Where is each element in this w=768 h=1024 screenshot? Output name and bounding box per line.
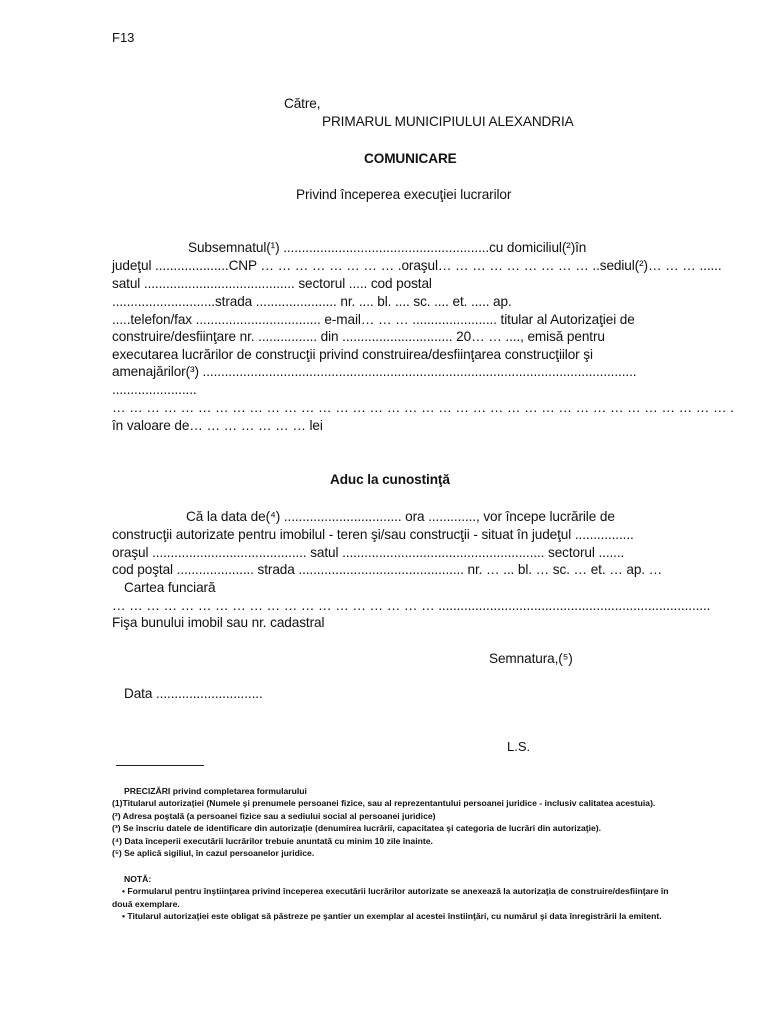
section1-line: ............................strada ...................... nr. .... bl. .... sc. .... et. ..... ap. bbox=[112, 294, 512, 309]
section2-line: … … … … … … … … … … … … … … … … … … … .......................................................................... bbox=[112, 598, 711, 613]
section2-line: oraşul .......................................... satul ....................................................... sectorul ....... bbox=[112, 545, 625, 560]
section1-line: satul ......................................... sectorul ..... cod postal bbox=[112, 276, 432, 291]
addressee-name: PRIMARUL MUNICIPIULUI ALEXANDRIA bbox=[322, 114, 574, 129]
nota-item: două exemplare. bbox=[112, 898, 180, 909]
section1-line: în valoare de… … … … … … … lei bbox=[112, 418, 323, 433]
date-label: Data ............................. bbox=[124, 686, 263, 701]
section2-line: Fişa bunului imobil sau nr. cadastral bbox=[112, 615, 325, 630]
document-title: COMUNICARE bbox=[364, 151, 457, 166]
section1-line: .....telefon/fax .................................. e-mail… … … ....................... titular al Autorizaţiei de bbox=[112, 312, 635, 327]
section2-title: Aduc la cunostinţă bbox=[330, 472, 450, 487]
section1-line: judeţul ....................CNP … … … … … … … … .oraşul… … … … … … … … … ..sediul(²)… … … ...... bbox=[112, 258, 722, 273]
precizari-item: (⁵) Se aplică sigiliul, în cazul persoanelor juridice. bbox=[112, 848, 315, 859]
section1-line: ....................... bbox=[112, 382, 197, 397]
section1-line: executarea lucrărilor de construcţii privind construirea/desfiinţarea construcţiilor şi bbox=[112, 347, 593, 362]
ls-label: L.S. bbox=[507, 739, 531, 754]
precizari-item: (²) Adresa poştală (a persoanei fizice sau a sediului social al persoanei juridice) bbox=[112, 810, 436, 821]
precizari-item: (⁴) Data începerii executării lucrărilor trebuie anuntată cu minim 10 zile înainte. bbox=[112, 835, 433, 846]
precizari-item: (³) Se înscriu datele de identificare din autorizaţie (denumirea lucrării, capacitatea şi categoria de lucrări din autorizaţie). bbox=[112, 823, 602, 834]
section2-line: construcţii autorizate pentru imobilul - teren şi/sau construcţii - situat în judeţul ................ bbox=[112, 527, 634, 542]
signature-label: Semnatura,(⁵) bbox=[489, 651, 573, 666]
nota-title: NOTĂ: bbox=[124, 874, 152, 884]
section1-line: … … … … … … … … … … … … … … … … … … … … … … … … … … … … … … … … … … … … . bbox=[112, 400, 734, 415]
form-code: F13 bbox=[112, 30, 135, 45]
nota-item: • Titularul autorizaţiei este obligat să păstreze pe şantier un exemplar al acestei înstiinţări, cu numărul şi data înregistrării la emitent. bbox=[122, 911, 662, 922]
nota-item: • Formularul pentru înştiinţarea privind începerea executării lucrărilor autorizate se anexează la autorizaţia de construire/desfiinţare în bbox=[122, 886, 669, 897]
section2-line: Că la data de(⁴) ................................ ora ............., vor începe lucrările de bbox=[186, 509, 615, 524]
section2-line: cod poştal ..................... strada ............................................. nr. … ... bl. … sc. … et. … ap. … bbox=[112, 562, 663, 577]
precizari-item: (1)Titularul autorizaţiei (Numele şi prenumele persoanei fizice, sau al reprezentantului persoanei juridice - inclusiv calitatea acestuia). bbox=[112, 798, 656, 809]
addressee-to: Către, bbox=[284, 96, 321, 111]
footnote-separator bbox=[116, 765, 204, 766]
section1-line: construire/desfiinţare nr. ................ din .............................. 20… … ...., emisă pentru bbox=[112, 329, 605, 344]
precizari-block bbox=[112, 785, 722, 859]
nota-block bbox=[112, 873, 722, 923]
section1-line: amenajărilor(³) ...................................................................................................................... bbox=[112, 364, 637, 379]
section1-line: Subsemnatul(¹) ........................................................cu domiciliul(²)în bbox=[188, 240, 587, 255]
document-subtitle: Privind începerea execuţiei lucrarilor bbox=[296, 187, 512, 202]
section2-line: Cartea funciară bbox=[124, 580, 216, 595]
precizari-title: PRECIZĂRI privind completarea formularului bbox=[124, 786, 307, 796]
